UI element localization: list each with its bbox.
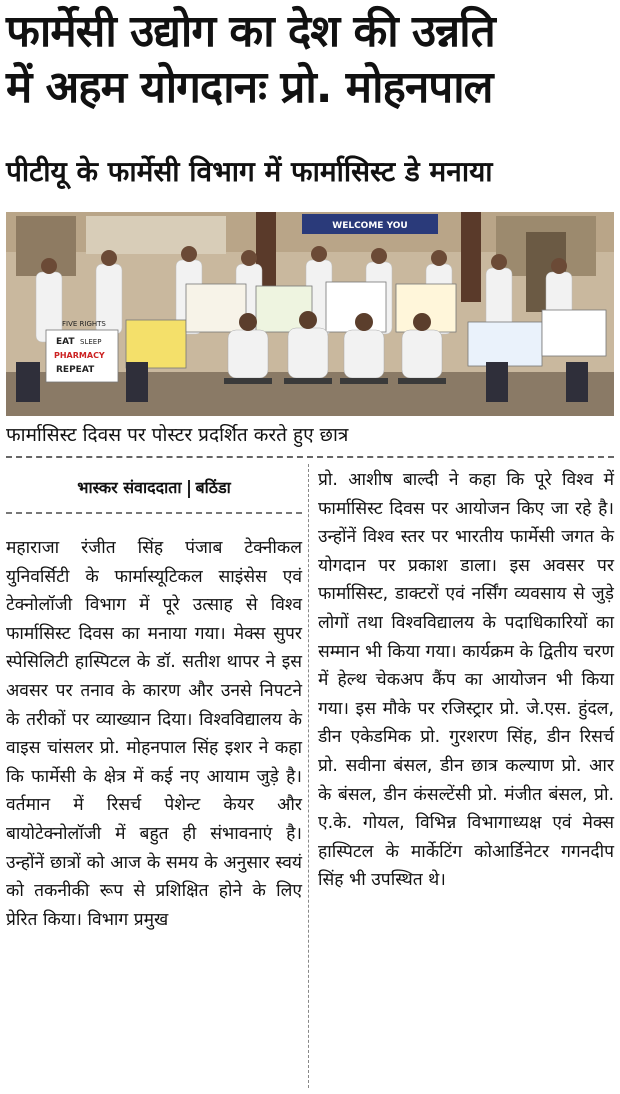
caption-divider (6, 456, 614, 458)
headline (6, 4, 614, 116)
poster-text-repeat: REPEAT (56, 365, 95, 375)
column-divider (308, 464, 309, 1088)
poster-text-sleep: SLEEP (80, 338, 102, 346)
poster-text-eat: EAT (56, 337, 75, 347)
article-left-column: महाराजा रंजीत सिंह पंजाब टेक्नीकल युनिवर्सिटी के फार्मास्यूटिकल साइंसेस एवं टेक्नोलॉजी विभाग में पूरे उत्साह से विश्व फार्मासिस्ट दिवस का मनाया गया। मेक्स सुपर स्पेसिलिटी हास्पिटल के डॉ. सतीश थापर ने इस अवसर पर तनाव के कारण और उनसे निपटने के तरीकों पर व्याख्यान दिया। विश्वविद्यालय के वाइस चांसलर प्रो. मोहनपाल सिंह इशर ने कहा कि फार्मेसी के क्षेत्र में कई नए आयाम जुड़े है। वर्तमान में रिसर्च पेशेन्ट केयर और बायोटेक्नोलॉजी में बहुत ही संभावनाएं है। उन्होंनें छात्रों को आज के समय के अनुसार स्वयं को तकनीकी रूप से प्रशिक्षित होने के लिए प्रेरित किया। विभाग प्रमुख (6, 538, 302, 930)
byline (6, 474, 302, 502)
poster-text-five-rights: FIVE RIGHTS (62, 320, 106, 328)
welcome-banner-text: WELCOME YOU (332, 221, 408, 231)
photo-caption: फार्मासिस्ट दिवस पर पोस्टर प्रदर्शित करते हुए छात्र (6, 424, 349, 446)
byline-divider (6, 512, 302, 514)
byline-reporter: भास्कर संवाददाता (77, 478, 182, 497)
poster-text-pharmacy: PHARMACY (54, 351, 105, 360)
news-photo (6, 212, 614, 416)
byline-separator (188, 480, 190, 498)
headline-line-2: में अहम योगदानः प्रो. मोहनपाल (6, 62, 493, 113)
headline-line-1: फार्मेसी उद्योग का देश की उन्नति (6, 6, 495, 57)
byline-location: बठिंडा (195, 478, 231, 497)
subheadline: पीटीयू के फार्मेसी विभाग में फार्मासिस्ट डे मनाया (6, 155, 493, 188)
article-right-column: प्रो. आशीष बाल्दी ने कहा कि पूरे विश्व में फार्मासिस्ट दिवस पर आयोजन किए जा रहे है। उन्होंनें विश्व स्तर पर भारतीय फार्मेसी जगत के योगदान पर प्रकाश डाला। इस अवसर पर फार्मासिस्ट, डाक्टरों एवं नर्सिंग व्यवसाय से जुड़े लोगों तथा विश्वविद्यालय के पदाधिकारियों का सम्मान भी किया गया। कार्यक्रम के द्वितीय चरण में हेल्थ चेकअप कैंप का आयोजन भी किया गया। इस मौके पर रजिस्ट्रार प्रो. जे.एस. हुंदल, डीन एकेडमिक प्रो. गुरशरण सिंह, डीन रिसर्च प्रो. सवीना बंसल, डीन छात्र कल्याण प्रो. आर के बंसल, डीन कंसल्टेंसी प्रो. मंजीत बंसल, प्रो. ए.के. गोयल, विभिन्न विभागाध्यक्ष एवं मेक्स हास्पिटल के मार्केटिंग कोआर्डिनेटर गगनदीप सिंह भी उपस्थित थे। (318, 470, 614, 891)
